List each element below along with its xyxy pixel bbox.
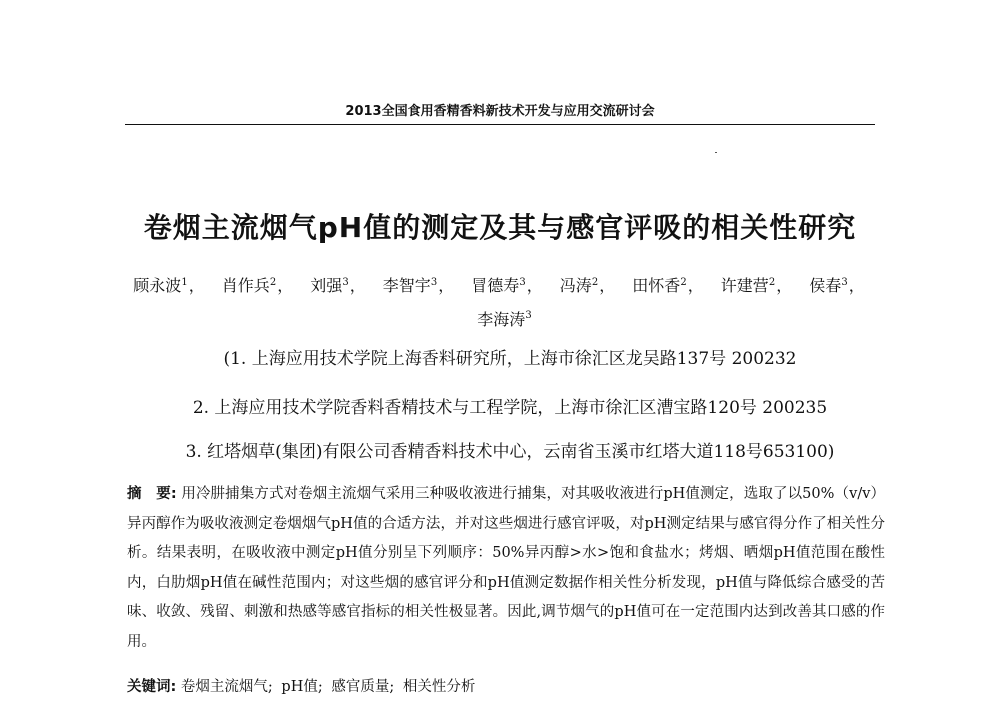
author	[632, 276, 715, 295]
author-list	[120, 268, 890, 335]
abstract-label: 摘 要:	[127, 486, 177, 502]
author	[222, 276, 305, 295]
affiliation-3: 3. 红塔烟草(集团)有限公司香精香料技术中心，云南省玉溪市红塔大道118号653100)	[185, 442, 835, 462]
scan-speck	[715, 152, 717, 153]
author-separator: ，	[599, 276, 616, 296]
author-separator: ，	[848, 276, 865, 296]
author-separator: ，	[277, 276, 294, 296]
author-separator: ，	[438, 276, 455, 296]
keyword: pH值;	[281, 679, 323, 695]
author-affil-mark: 1	[181, 277, 188, 288]
conference-header: 2013全国食用香精香料新技术开发与应用交流研讨会	[345, 104, 655, 119]
author-name: 刘强	[310, 276, 343, 296]
affiliation-2: 2. 上海应用技术学院香料香精技术与工程学院，上海市徐汇区漕宝路120号 200235	[192, 398, 828, 418]
author-name: 田怀香	[632, 276, 681, 296]
author	[310, 276, 377, 295]
author-name: 肖作兵	[221, 276, 270, 296]
keyword: 相关性分析	[402, 679, 476, 695]
author-affil-mark: 3	[342, 277, 349, 288]
author-affil-mark: 2	[591, 277, 599, 288]
author-affil-mark: 2	[768, 277, 776, 288]
keyword: 感官质量;	[331, 679, 395, 695]
author-name: 许建营	[720, 276, 769, 296]
author-separator: ，	[776, 276, 793, 296]
abstract-text: 用冷肼捕集方式对卷烟主流烟气采用三种吸收液进行捕集，对其吸收液进行pH值测定，选取了以50%（v/v）异丙醇作为吸收液测定卷烟烟气pH值的合适方法，并对这些烟进行感官评吸，对pH测定结果与感官得分作了相关性分析。结果表明，在吸收液中测定pH值分别呈下列顺序：50%异丙醇>水>饱和食盐水；烤烟、晒烟pH值范围在酸性内，白肋烟pH值在碱性范围内；对这些烟的感官评分和pH值测定数据作相关性分析发现，pH值与降低综合感受的苦味、收敛、残留、刺激和热感等感官指标的相关性极显著。因此,调节烟气的pH值可在一定范围内达到改善其口感的作用。	[127, 486, 885, 650]
author-affil-mark: 3	[525, 310, 532, 322]
author	[477, 310, 532, 329]
affiliation-1: (1. 上海应用技术学院上海香料研究所，上海市徐汇区龙吴路137号 200232	[223, 349, 797, 369]
author-name: 顾永波	[133, 276, 182, 296]
header-rule	[125, 124, 875, 125]
author	[560, 276, 627, 295]
author	[383, 276, 466, 295]
author-name: 李海涛	[477, 309, 526, 329]
author-affil-mark: 3	[519, 277, 526, 288]
author	[721, 276, 804, 295]
keywords-label: 关键词:	[127, 679, 177, 695]
author-separator: ，	[349, 276, 366, 296]
author	[471, 276, 554, 295]
author-affil-mark: 2	[269, 277, 277, 288]
author-name: 侯春	[809, 276, 842, 296]
author-name: 冒德寿	[471, 276, 520, 296]
author-separator: ，	[188, 276, 205, 296]
author	[809, 276, 876, 295]
author-name: 冯涛	[559, 276, 592, 296]
author-affil-mark: 3	[430, 277, 438, 288]
author-affil-mark: 2	[680, 277, 687, 288]
keywords	[127, 675, 885, 696]
keyword: 卷烟主流烟气;	[180, 679, 273, 695]
author	[133, 276, 216, 295]
author-affil-mark: 3	[841, 277, 848, 288]
author-separator: ，	[526, 276, 543, 296]
author-name: 李智宇	[382, 276, 431, 296]
paper-title: 卷烟主流烟气pH值的测定及其与感官评吸的相关性研究	[143, 211, 857, 244]
abstract	[127, 480, 885, 657]
author-separator: ，	[687, 276, 704, 296]
